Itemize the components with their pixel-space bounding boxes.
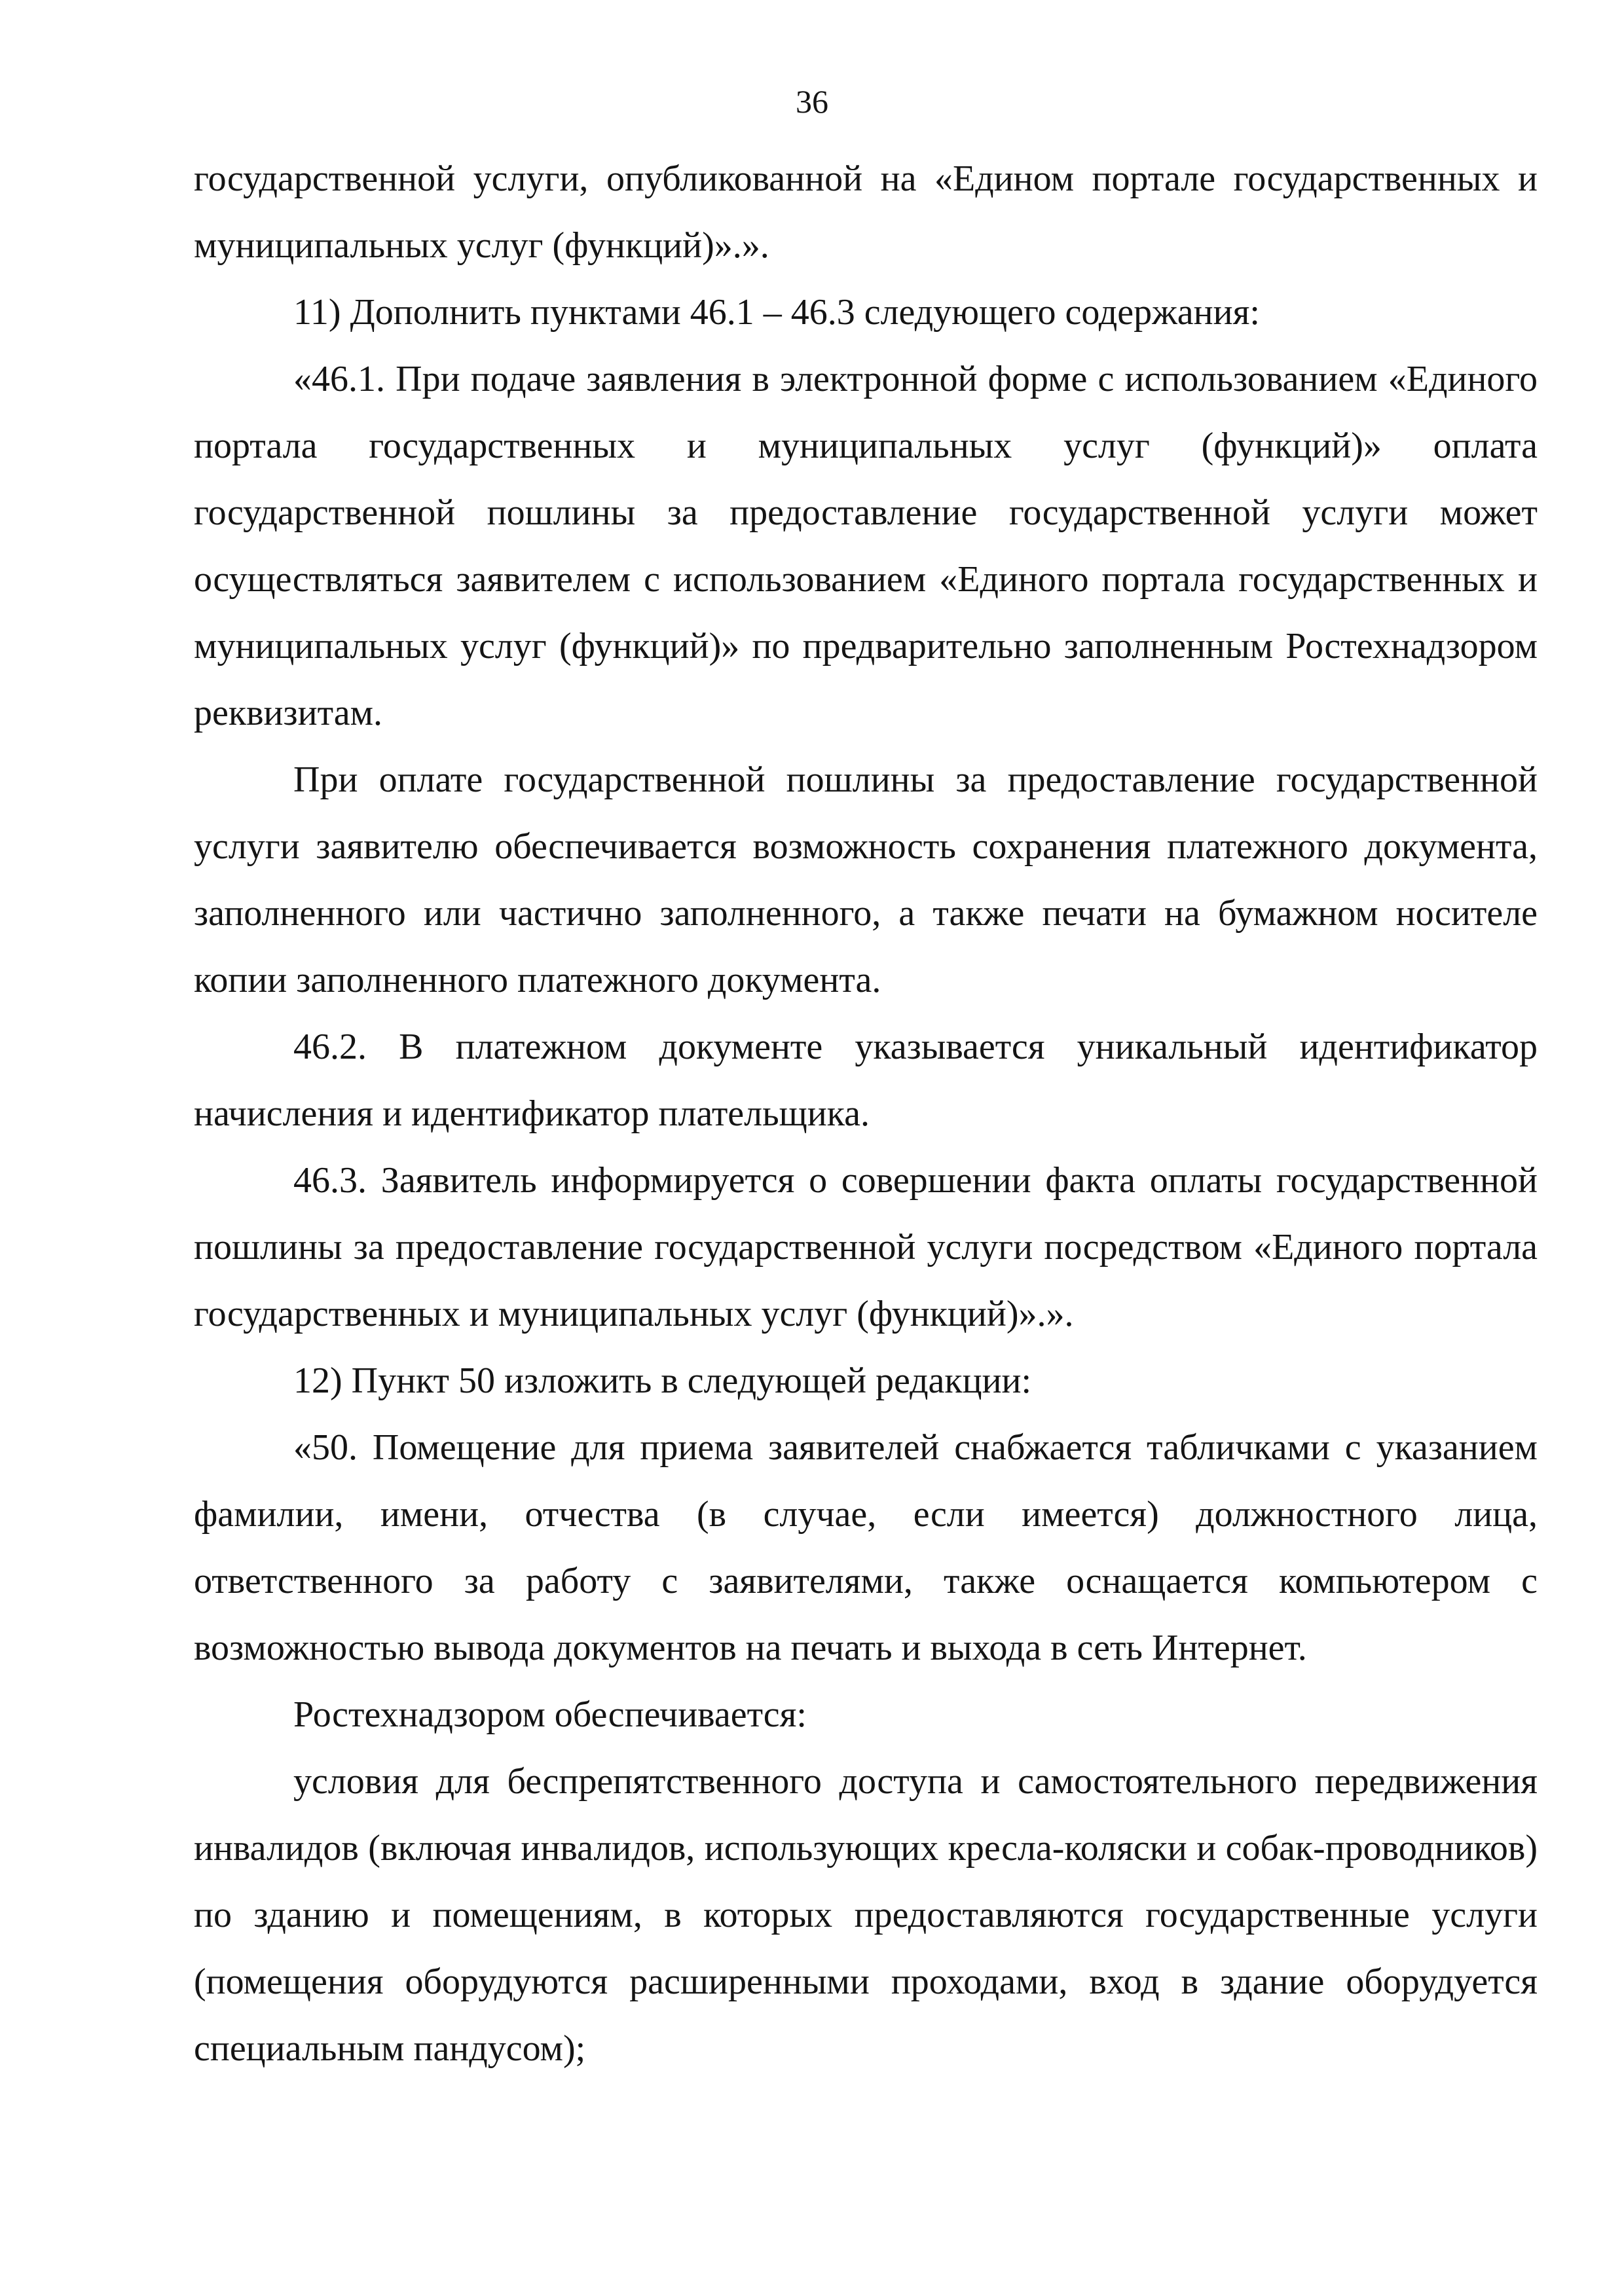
paragraph-rostekhnadzor: Ростехнадзором обеспечивается:: [293, 1694, 807, 1735]
paragraph-continuation: государственной услуги, опубликованной на «Едином портале государственных и муниципальных услуг (функций)».».: [194, 158, 1538, 266]
paragraph-50: «50. Помещение для приема заявителей снабжается табличками с указанием фамилии, имени, отчества (в случае, если имеется) должностного лица, ответственного за работу с заявителями, также оснащается компьютером с возможностью вывода документов на печать и выхода в сеть Интернет.: [194, 1427, 1538, 1668]
paragraph-item-11: 11) Дополнить пунктами 46.1 – 46.3 следующего содержания:: [293, 292, 1260, 333]
paragraph-payment: При оплате государственной пошлины за предоставление государственной услуги заявителю обеспечивается возможность сохранения платежного документа, заполненного или частично заполненного, а также печати на бумажном носителе копии заполненного платежного документа.: [194, 759, 1538, 1000]
paragraph-46-3: 46.3. Заявитель информируется о совершении факта оплаты государственной пошлины за предоставление государственной услуги посредством «Единого портала государственных и муниципальных услуг (функций)».».: [194, 1160, 1538, 1334]
paragraph-46-2: 46.2. В платежном документе указывается уникальный идентификатор начисления и идентификатор плательщика.: [194, 1027, 1538, 1134]
page-number: 36: [796, 83, 828, 120]
document-body: [194, 145, 1538, 2082]
paragraph-46-1: «46.1. При подаче заявления в электронной форме с использованием «Единого портала государственных и муниципальных услуг (функций)» оплата государственной пошлины за предоставление государственной услуги может осуществляться заявителем с использованием «Единого портала государственных и муниципальных услуг (функций)» по предварительно заполненным Ростехнадзором реквизитам.: [194, 359, 1538, 733]
paragraph-item-12: 12) Пункт 50 изложить в следующей редакции:: [293, 1360, 1032, 1401]
paragraph-accessibility: условия для беспрепятственного доступа и самостоятельного передвижения инвалидов (включая инвалидов, использующих кресла-коляски и собак-проводников) по зданию и помещениям, в которых предоставляются государственные услуги (помещения оборудуются расширенными проходами, вход в здание оборудуется специальным пандусом);: [194, 1761, 1538, 2069]
